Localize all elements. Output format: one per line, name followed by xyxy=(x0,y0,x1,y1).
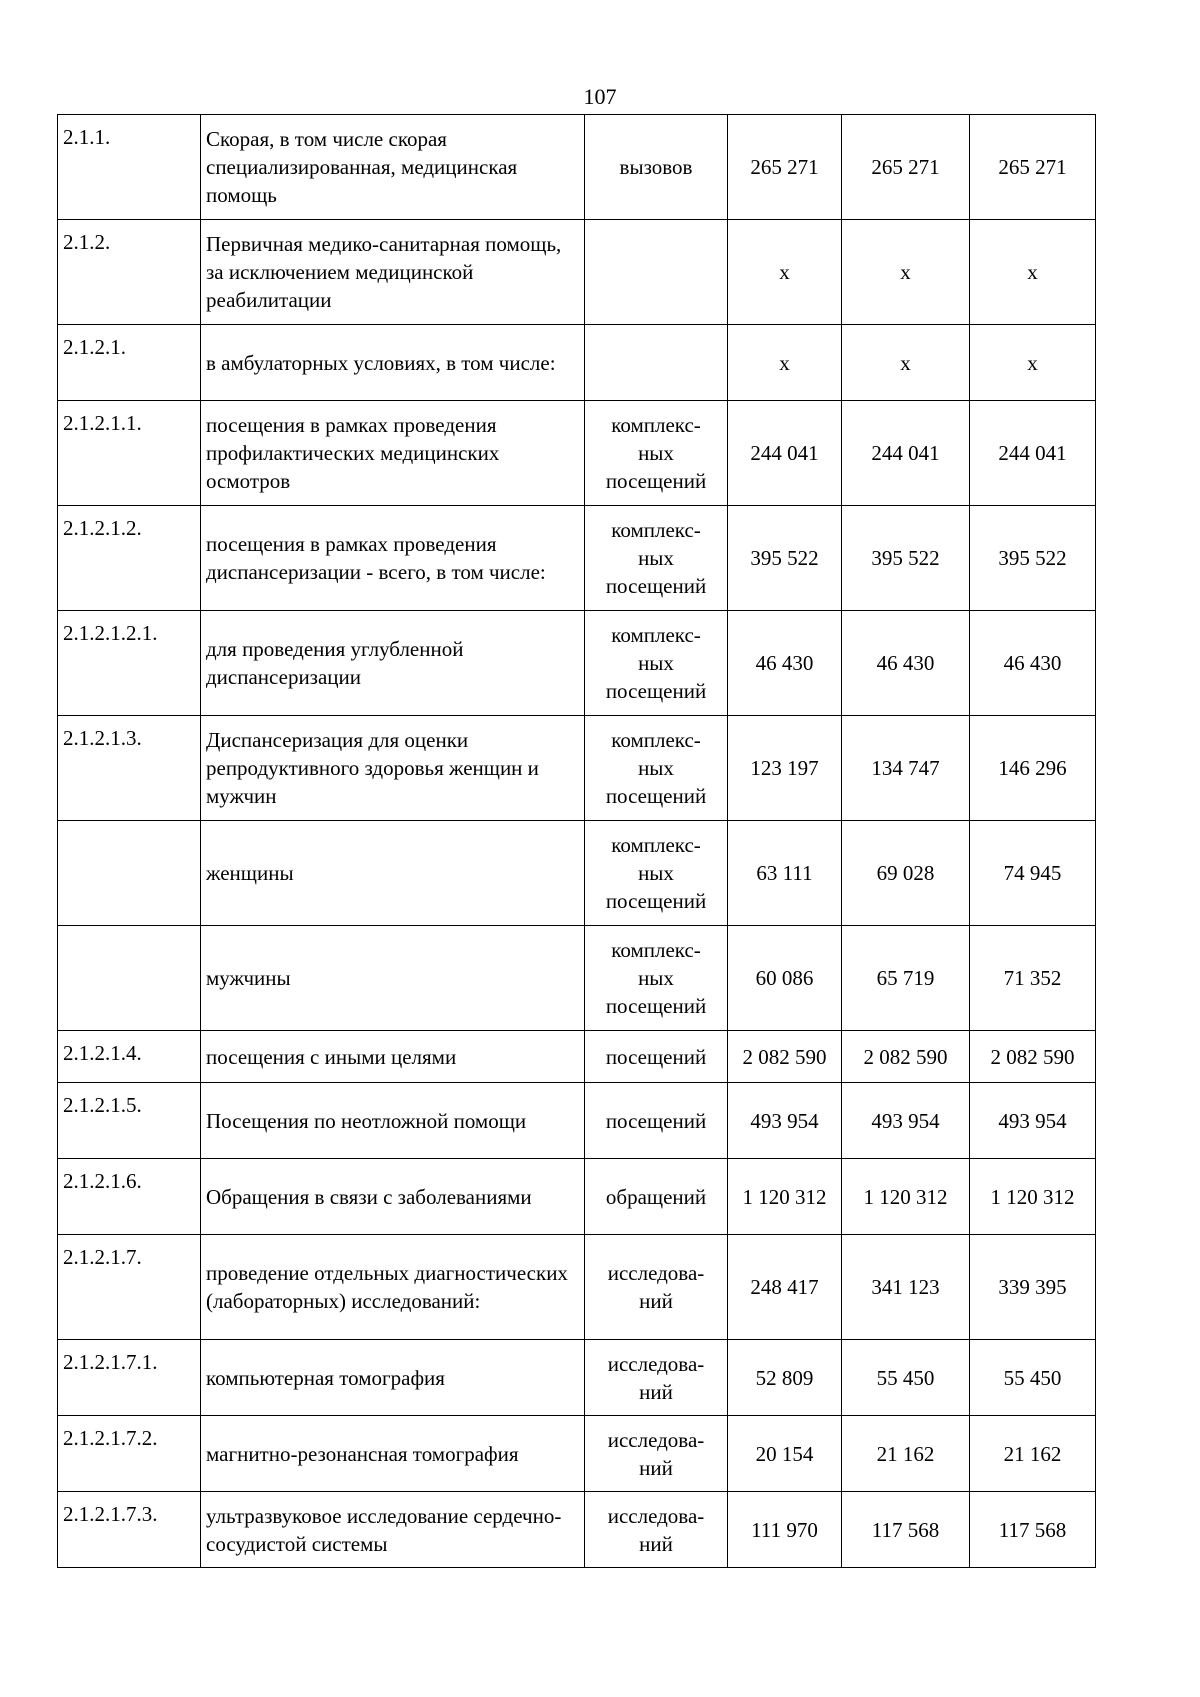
table-row xyxy=(58,1340,1096,1416)
table-row xyxy=(58,1492,1096,1568)
row-name-cell: Обращения в связи с заболеваниями xyxy=(201,1159,585,1235)
unit-line: посещений xyxy=(605,469,707,493)
row-value-v1-cell: х xyxy=(728,325,842,401)
unit-line: ных xyxy=(638,861,674,885)
row-name-cell: посещения в рамках проведения диспансеризации - всего, в том числе: xyxy=(201,506,585,611)
row-value-v2-cell: 134 747 xyxy=(842,716,970,821)
unit-line: ний xyxy=(639,1289,673,1313)
unit-line: комплекс- xyxy=(611,728,701,752)
row-value-v1-cell: х xyxy=(728,220,842,325)
row-value-v2-cell: 21 162 xyxy=(842,1416,970,1492)
unit-line: ных xyxy=(638,441,674,465)
row-value-v3-cell: 146 296 xyxy=(970,716,1096,821)
unit-line: ных xyxy=(638,546,674,570)
row-value-v3-cell: 74 945 xyxy=(970,821,1096,926)
unit-line: посещений xyxy=(605,994,707,1018)
unit-line: комплекс- xyxy=(611,938,701,962)
table-row xyxy=(58,1416,1096,1492)
row-unit-cell xyxy=(585,716,728,821)
row-unit-cell xyxy=(585,1159,728,1235)
row-value-v3-cell: 71 352 xyxy=(970,926,1096,1031)
unit-line: вызовов xyxy=(619,155,693,179)
unit-line: ний xyxy=(639,1531,673,1556)
unit-line: посещений xyxy=(605,1044,707,1069)
row-unit-cell xyxy=(585,506,728,611)
row-name-cell: Первичная медико-санитарная помощь, за исключением медицинской реабилитации xyxy=(201,220,585,325)
table-row xyxy=(58,506,1096,611)
row-unit-cell xyxy=(585,1083,728,1159)
row-name-cell: мужчины xyxy=(201,926,585,1031)
row-name-cell: в амбулаторных условиях, в том числе: xyxy=(201,325,585,401)
row-value-v1-cell: 395 522 xyxy=(728,506,842,611)
row-value-v2-cell: 341 123 xyxy=(842,1235,970,1340)
data-table xyxy=(57,114,1096,1568)
table-row xyxy=(58,325,1096,401)
row-number-cell xyxy=(58,926,201,1031)
row-value-v1-cell: 265 271 xyxy=(728,115,842,220)
row-number-cell: 2.1.2. xyxy=(58,220,201,325)
row-unit-cell xyxy=(585,1340,728,1416)
row-name-cell: компьютерная томография xyxy=(201,1340,585,1416)
row-name-cell: женщины xyxy=(201,821,585,926)
unit-line: обращений xyxy=(605,1184,707,1209)
row-value-v3-cell: 244 041 xyxy=(970,401,1096,506)
row-value-v2-cell: 117 568 xyxy=(842,1492,970,1568)
row-unit-cell xyxy=(585,1416,728,1492)
row-value-v2-cell: х xyxy=(842,325,970,401)
row-value-v1-cell: 46 430 xyxy=(728,611,842,716)
row-value-v1-cell: 123 197 xyxy=(728,716,842,821)
table-row xyxy=(58,401,1096,506)
unit-line: комплекс- xyxy=(611,413,701,437)
unit-line: посещений xyxy=(605,784,707,808)
table-row xyxy=(58,1083,1096,1159)
row-unit-cell xyxy=(585,1492,728,1568)
row-unit-cell xyxy=(585,325,728,401)
row-value-v3-cell: 117 568 xyxy=(970,1492,1096,1568)
row-value-v2-cell: 1 120 312 xyxy=(842,1159,970,1235)
unit-line: ний xyxy=(639,1379,673,1404)
unit-line: исследова- xyxy=(607,1351,705,1376)
row-value-v3-cell: х xyxy=(970,325,1096,401)
page-number: 107 xyxy=(583,84,617,109)
row-number-cell: 2.1.2.1.6. xyxy=(58,1159,201,1235)
row-number-cell: 2.1.2.1.7.2. xyxy=(58,1416,201,1492)
table-body xyxy=(58,115,1096,1568)
unit-line: комплекс- xyxy=(611,833,701,857)
row-number-cell: 2.1.1. xyxy=(58,115,201,220)
table-row xyxy=(58,1159,1096,1235)
table-row xyxy=(58,115,1096,220)
row-name-cell: для проведения углубленной диспансеризации xyxy=(201,611,585,716)
row-value-v3-cell: 265 271 xyxy=(970,115,1096,220)
row-name-cell: Диспансеризация для оценки репродуктивного здоровья женщин и мужчин xyxy=(201,716,585,821)
row-number-cell: 2.1.2.1.5. xyxy=(58,1083,201,1159)
unit-line: ных xyxy=(638,756,674,780)
unit-line: исследова- xyxy=(607,1503,705,1528)
row-number-cell xyxy=(58,821,201,926)
row-unit-cell xyxy=(585,401,728,506)
row-number-cell: 2.1.2.1.7.3. xyxy=(58,1492,201,1568)
row-value-v3-cell: 493 954 xyxy=(970,1083,1096,1159)
row-value-v1-cell: 244 041 xyxy=(728,401,842,506)
row-value-v1-cell: 2 082 590 xyxy=(728,1031,842,1083)
row-value-v1-cell: 493 954 xyxy=(728,1083,842,1159)
row-value-v3-cell: 395 522 xyxy=(970,506,1096,611)
row-value-v2-cell: х xyxy=(842,220,970,325)
row-value-v1-cell: 1 120 312 xyxy=(728,1159,842,1235)
row-value-v2-cell: 65 719 xyxy=(842,926,970,1031)
row-name-cell: посещения в рамках проведения профилактических медицинских осмотров xyxy=(201,401,585,506)
row-name-cell: Скорая, в том числе скорая специализированная, медицинская помощь xyxy=(201,115,585,220)
row-value-v3-cell: 55 450 xyxy=(970,1340,1096,1416)
unit-line: исследова- xyxy=(607,1261,705,1285)
row-value-v2-cell: 395 522 xyxy=(842,506,970,611)
unit-line: комплекс- xyxy=(611,623,701,647)
row-unit-cell xyxy=(585,1235,728,1340)
row-number-cell: 2.1.2.1.1. xyxy=(58,401,201,506)
row-name-cell: посещения с иными целями xyxy=(201,1031,585,1083)
unit-line: посещений xyxy=(605,679,707,703)
row-value-v1-cell: 63 111 xyxy=(728,821,842,926)
table-row xyxy=(58,1235,1096,1340)
row-value-v3-cell: 1 120 312 xyxy=(970,1159,1096,1235)
row-number-cell: 2.1.2.1.2.1. xyxy=(58,611,201,716)
row-name-cell: ультразвуковое исследование сердечно-сосудистой системы xyxy=(201,1492,585,1568)
table-row xyxy=(58,611,1096,716)
row-value-v3-cell: х xyxy=(970,220,1096,325)
row-value-v3-cell: 21 162 xyxy=(970,1416,1096,1492)
row-unit-cell xyxy=(585,115,728,220)
row-value-v2-cell: 55 450 xyxy=(842,1340,970,1416)
unit-line: посещений xyxy=(605,1108,707,1133)
unit-line: посещений xyxy=(605,889,707,913)
row-value-v1-cell: 20 154 xyxy=(728,1416,842,1492)
row-number-cell: 2.1.2.1.2. xyxy=(58,506,201,611)
row-number-cell: 2.1.2.1.4. xyxy=(58,1031,201,1083)
row-value-v1-cell: 111 970 xyxy=(728,1492,842,1568)
row-value-v2-cell: 265 271 xyxy=(842,115,970,220)
row-number-cell: 2.1.2.1.7. xyxy=(58,1235,201,1340)
unit-line: комплекс- xyxy=(611,518,701,542)
table-row xyxy=(58,821,1096,926)
row-value-v1-cell: 52 809 xyxy=(728,1340,842,1416)
row-value-v1-cell: 60 086 xyxy=(728,926,842,1031)
table-row xyxy=(58,926,1096,1031)
row-unit-cell xyxy=(585,220,728,325)
row-name-cell: Посещения по неотложной помощи xyxy=(201,1083,585,1159)
row-value-v2-cell: 493 954 xyxy=(842,1083,970,1159)
row-number-cell: 2.1.2.1.7.1. xyxy=(58,1340,201,1416)
unit-line: ний xyxy=(639,1455,673,1480)
row-unit-cell xyxy=(585,821,728,926)
row-unit-cell xyxy=(585,1031,728,1083)
row-value-v3-cell: 46 430 xyxy=(970,611,1096,716)
row-value-v2-cell: 244 041 xyxy=(842,401,970,506)
unit-line: ных xyxy=(638,966,674,990)
unit-line: ных xyxy=(638,651,674,675)
table-row xyxy=(58,716,1096,821)
row-value-v2-cell: 69 028 xyxy=(842,821,970,926)
unit-line: исследова- xyxy=(607,1427,705,1452)
row-number-cell: 2.1.2.1. xyxy=(58,325,201,401)
table-row xyxy=(58,220,1096,325)
row-value-v3-cell: 2 082 590 xyxy=(970,1031,1096,1083)
row-value-v3-cell: 339 395 xyxy=(970,1235,1096,1340)
row-name-cell: магнитно-резонансная томография xyxy=(201,1416,585,1492)
row-name-cell: проведение отдельных диагностических (лабораторных) исследований: xyxy=(201,1235,585,1340)
row-number-cell: 2.1.2.1.3. xyxy=(58,716,201,821)
row-value-v2-cell: 2 082 590 xyxy=(842,1031,970,1083)
row-unit-cell xyxy=(585,926,728,1031)
row-value-v2-cell: 46 430 xyxy=(842,611,970,716)
unit-line: посещений xyxy=(605,574,707,598)
row-unit-cell xyxy=(585,611,728,716)
row-value-v1-cell: 248 417 xyxy=(728,1235,842,1340)
table-row xyxy=(58,1031,1096,1083)
